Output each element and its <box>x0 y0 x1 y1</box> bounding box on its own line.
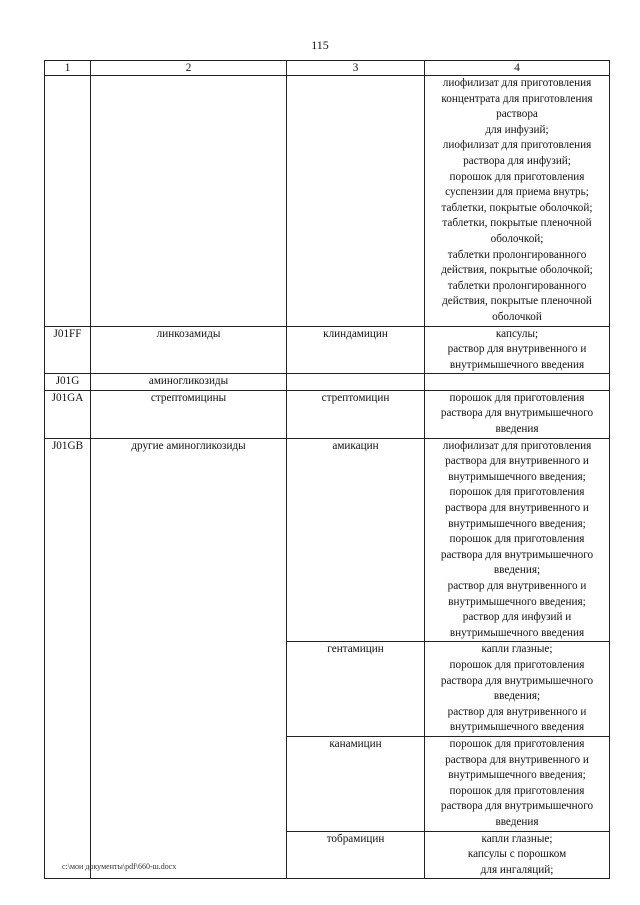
atc-code-cell <box>45 76 91 327</box>
atc-code-cell: J01GA <box>45 390 91 438</box>
dosage-form-line: таблетки пролонгированного <box>447 279 587 292</box>
dosage-form-line: лиофилизат для приготовления <box>442 77 592 89</box>
dosage-forms-cell <box>425 390 610 438</box>
drug-cell: клиндамицин <box>287 326 425 374</box>
dosage-form-line: порошок для приготовления <box>449 784 585 797</box>
dosage-form-line: введения; <box>493 564 541 577</box>
dosage-form-line: для инфузий; <box>485 123 549 136</box>
group-cell <box>91 76 287 327</box>
table-row <box>45 390 610 438</box>
dosage-form-line: порошок для приготовления <box>449 391 585 404</box>
dosage-form-line: действия, покрытые оболочкой; <box>441 264 593 277</box>
atc-code-cell: J01G <box>45 374 91 391</box>
dosage-form-line: раствора для внутривенного и <box>445 502 589 515</box>
footer-file-path: c:\мои документы\pdf\660-ш.docx <box>62 862 177 871</box>
dosage-forms-cell <box>425 438 610 642</box>
dosage-form-line: внутримышечного введения; <box>448 769 586 782</box>
atc-code-cell: J01FF <box>45 326 91 374</box>
drug-cell: стрептомицин <box>287 390 425 438</box>
drug-cell <box>287 374 425 391</box>
column-header-2: 2 <box>91 61 287 76</box>
dosage-form-line: таблетки, покрытые пленочной <box>442 217 592 230</box>
dosage-form-line: раствор для внутривенного и <box>447 705 587 718</box>
group-cell: другие аминогликозиды <box>91 438 287 879</box>
group-cell: линкозамиды <box>91 326 287 374</box>
dosage-form-line: порошок для приготовления <box>449 533 585 546</box>
dosage-forms-cell <box>425 831 610 879</box>
dosage-form-line: раствора для внутримышечного <box>440 800 594 813</box>
dosage-form-line: порошок для приготовления <box>449 658 585 671</box>
dosage-form-line: раствора <box>496 108 538 121</box>
dosage-form-line: раствора для внутримышечного <box>440 407 594 420</box>
drug-cell: канамицин <box>287 736 425 831</box>
dosage-form-line: порошок для приготовления <box>449 170 585 183</box>
dosage-form-line: раствор для внутривенного и <box>447 580 587 592</box>
table-row <box>45 326 610 374</box>
dosage-form-line: раствор для инфузий и <box>462 611 572 624</box>
dosage-form-line: внутримышечного введения; <box>448 517 586 530</box>
table-row <box>45 374 610 391</box>
group-cell: стрептомицины <box>91 390 287 438</box>
dosage-forms-cell <box>425 374 610 391</box>
dosage-forms-cell <box>425 326 610 374</box>
dosage-forms-cell <box>425 642 610 737</box>
dosage-form-line: таблетки, покрытые оболочкой; <box>441 201 593 214</box>
dosage-form-line: капсулы; <box>495 327 539 340</box>
dosage-form-line: капсулы с порошком <box>467 848 567 861</box>
drug-cell: амикацин <box>287 438 425 642</box>
dosage-form-line: таблетки пролонгированного <box>447 248 587 261</box>
dosage-form-line: введения <box>495 815 539 828</box>
dosage-form-line: суспензии для приема внутрь; <box>445 186 589 199</box>
table-row <box>45 438 610 642</box>
dosage-form-line: действия, покрытые пленочной <box>442 295 592 308</box>
dosage-form-line: внутримышечного введения; <box>448 595 586 608</box>
dosage-form-line: для ингаляций; <box>480 863 554 876</box>
dosage-form-line: введения <box>495 423 539 436</box>
dosage-form-line: внутримышечного введения; <box>448 470 586 483</box>
column-header-4: 4 <box>425 61 610 76</box>
dosage-form-line: введения; <box>493 690 541 703</box>
dosage-form-line: капли глазные; <box>481 832 553 845</box>
dosage-forms-cell <box>425 736 610 831</box>
dosage-form-line: оболочкой; <box>490 232 544 245</box>
dosage-form-line: раствора для внутривенного и <box>445 753 589 766</box>
dosage-form-line: внутримышечного введения <box>449 358 585 371</box>
group-cell: аминогликозиды <box>91 374 287 391</box>
dosage-form-line: концентрата для приготовления <box>441 92 593 105</box>
dosage-forms-cell <box>425 76 610 327</box>
table-header-row <box>45 61 610 76</box>
drug-cell: тобрамицин <box>287 831 425 879</box>
dosage-form-line: капли глазные; <box>481 643 553 656</box>
dosage-form-line: раствора для внутримышечного <box>440 674 594 687</box>
dosage-form-line: оболочкой <box>492 310 542 323</box>
dosage-form-line: раствора для внутримышечного <box>440 548 594 561</box>
dosage-form-line: раствора для инфузий; <box>463 154 571 167</box>
page-number: 115 <box>311 38 329 52</box>
dosage-form-line: порошок для приготовления <box>449 737 585 750</box>
table-row <box>45 76 610 327</box>
dosage-form-line: внутримышечного введения <box>449 721 585 734</box>
drug-cell <box>287 76 425 327</box>
dosage-form-line: лиофилизат для приготовления <box>442 139 592 152</box>
drug-cell: гентамицин <box>287 642 425 737</box>
column-header-1: 1 <box>45 61 91 76</box>
atc-code-cell: J01GB <box>45 438 91 879</box>
dosage-form-line: лиофилизат для приготовления <box>442 439 592 452</box>
dosage-form-line: раствор для внутривенного и <box>447 343 587 356</box>
column-header-3: 3 <box>287 61 425 76</box>
drug-classification-table <box>44 60 610 879</box>
dosage-form-line: внутримышечного введения <box>449 626 585 639</box>
dosage-form-line: порошок для приготовления <box>449 486 585 499</box>
dosage-form-line: раствора для внутривенного и <box>445 455 589 468</box>
